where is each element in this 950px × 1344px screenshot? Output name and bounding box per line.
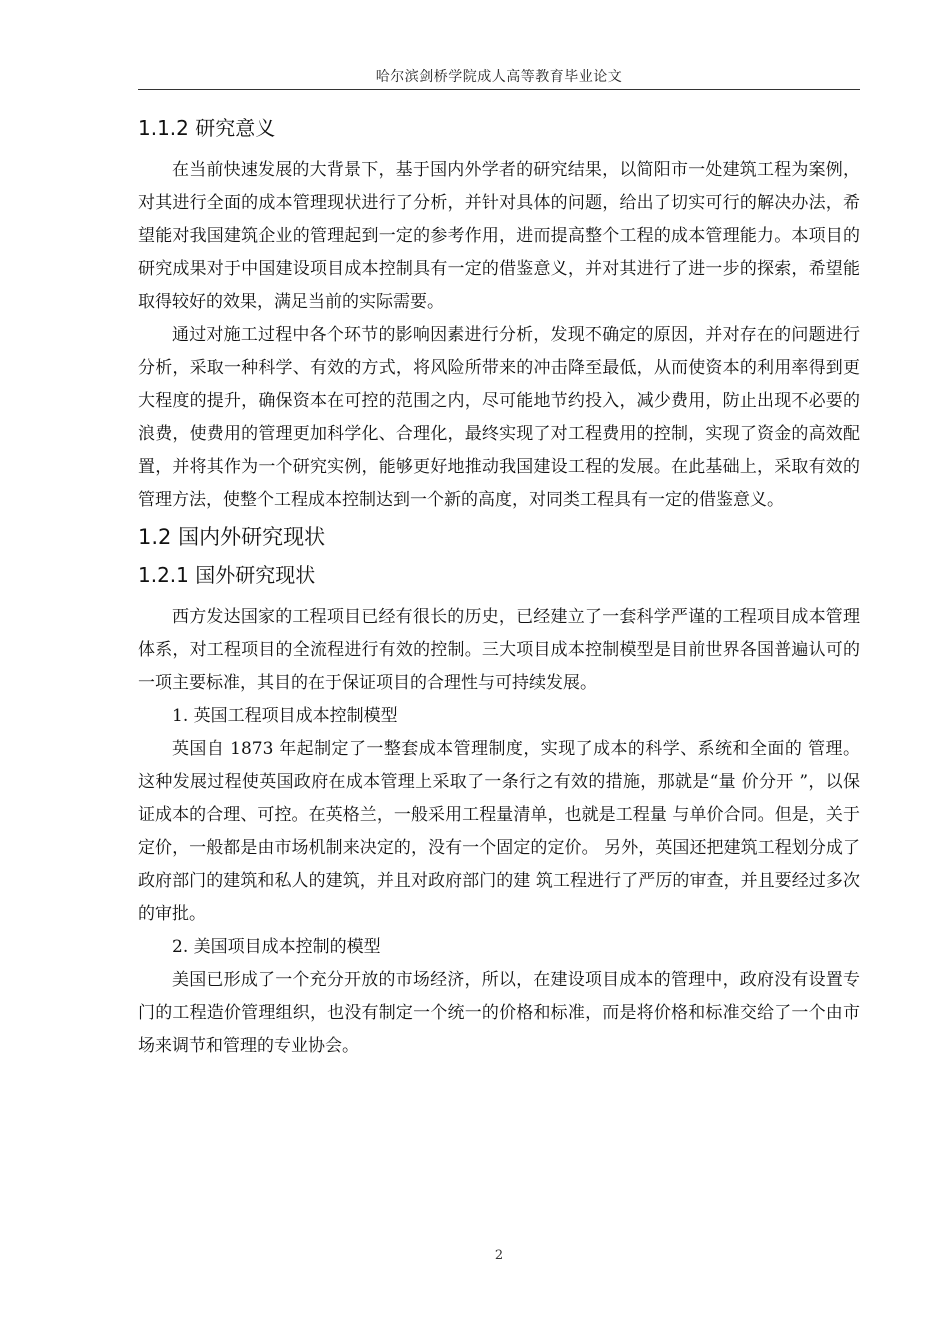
list-item-uk-model-title: 1. 英国工程项目成本控制模型 (172, 706, 398, 726)
paragraph-research-significance-2: 通过对施工过程中各个环节的影响因素进行分析，发现不确定的原因，并对存在的问题进行分析，采取一种科学、有效的方式，将风险所带来的冲击降至最低，从而使资本的利用率得到更大程度的提升，确保资本在可控的范围之内，尽可能地节约投入，减少费用，防止出现不必要的浪费，使费用的管理更加科学化、合理化，最终实现了对工程费用的控制，实现了资金的高效配置，并将其作为一个研究实例，能够更好地推动我国建设工程的发展。在此基础上，采取有效的管理方法，使整个工程成本控制达到一个新的高度，对同类工程具有一定的借鉴意义。 (138, 325, 860, 510)
heading-1-2-1: 1.2.1 国外研究现状 (138, 563, 316, 587)
header-rule (138, 89, 860, 90)
paragraph-research-significance-1: 在当前快速发展的大背景下，基于国内外学者的研究结果，以简阳市一处建筑工程为案例，对其进行全面的成本管理现状进行了分析，并针对具体的问题，给出了切实可行的解决办法，希望能对我国建筑企业的管理起到一定的参考作用，进而提高整个工程的成本管理能力。本项目的研究成果对于中国建设项目成本控制具有一定的借鉴意义，并对其进行了进一步的探索，希望能取得较好的效果，满足当前的实际需要。 (138, 160, 860, 312)
running-header: 哈尔滨剑桥学院成人高等教育毕业论文 (375, 69, 623, 85)
heading-1-2: 1.2 国内外研究现状 (138, 525, 326, 549)
page-body (138, 110, 860, 1063)
list-item-us-model-title: 2. 美国项目成本控制的模型 (172, 937, 381, 957)
page-number: 2 (494, 1248, 504, 1263)
paragraph-uk-model: 英国自 1873 年起制定了一整套成本管理制度，实现了成本的科学、系统和全面的 管理。这种发展过程使英国政府在成本管理上采取了一条行之有效的措施，那就是“量 价分开 ”，以保证成本的合理、可控。在英格兰，一般采用工程量清单，也就是工程量 与单价合同。但是，关于定价，一般都是由市场机制来决定的，没有一个固定的定价。 另外，英国还把建筑工程划分成了政府部门的建筑和私人的建筑，并且对政府部门的建 筑工程进行了严厉的审查，并且要经过多次的审批。 (138, 739, 860, 924)
paragraph-us-model: 美国已形成了一个充分开放的市场经济，所以，在建设项目成本的管理中，政府没有设置专门的工程造价管理组织，也没有制定一个统一的价格和标准，而是将价格和标准交给了一个由市场来调节和管理的专业协会。 (138, 970, 860, 1056)
heading-1-1-2: 1.1.2 研究意义 (138, 116, 276, 140)
paragraph-foreign-research-intro: 西方发达国家的工程项目已经有很长的历史，已经建立了一套科学严谨的工程项目成本管理体系，对工程项目的全流程进行有效的控制。三大项目成本控制模型是目前世界各国普遍认可的一项主要标准，其目的在于保证项目的合理性与可持续发展。 (138, 607, 860, 693)
